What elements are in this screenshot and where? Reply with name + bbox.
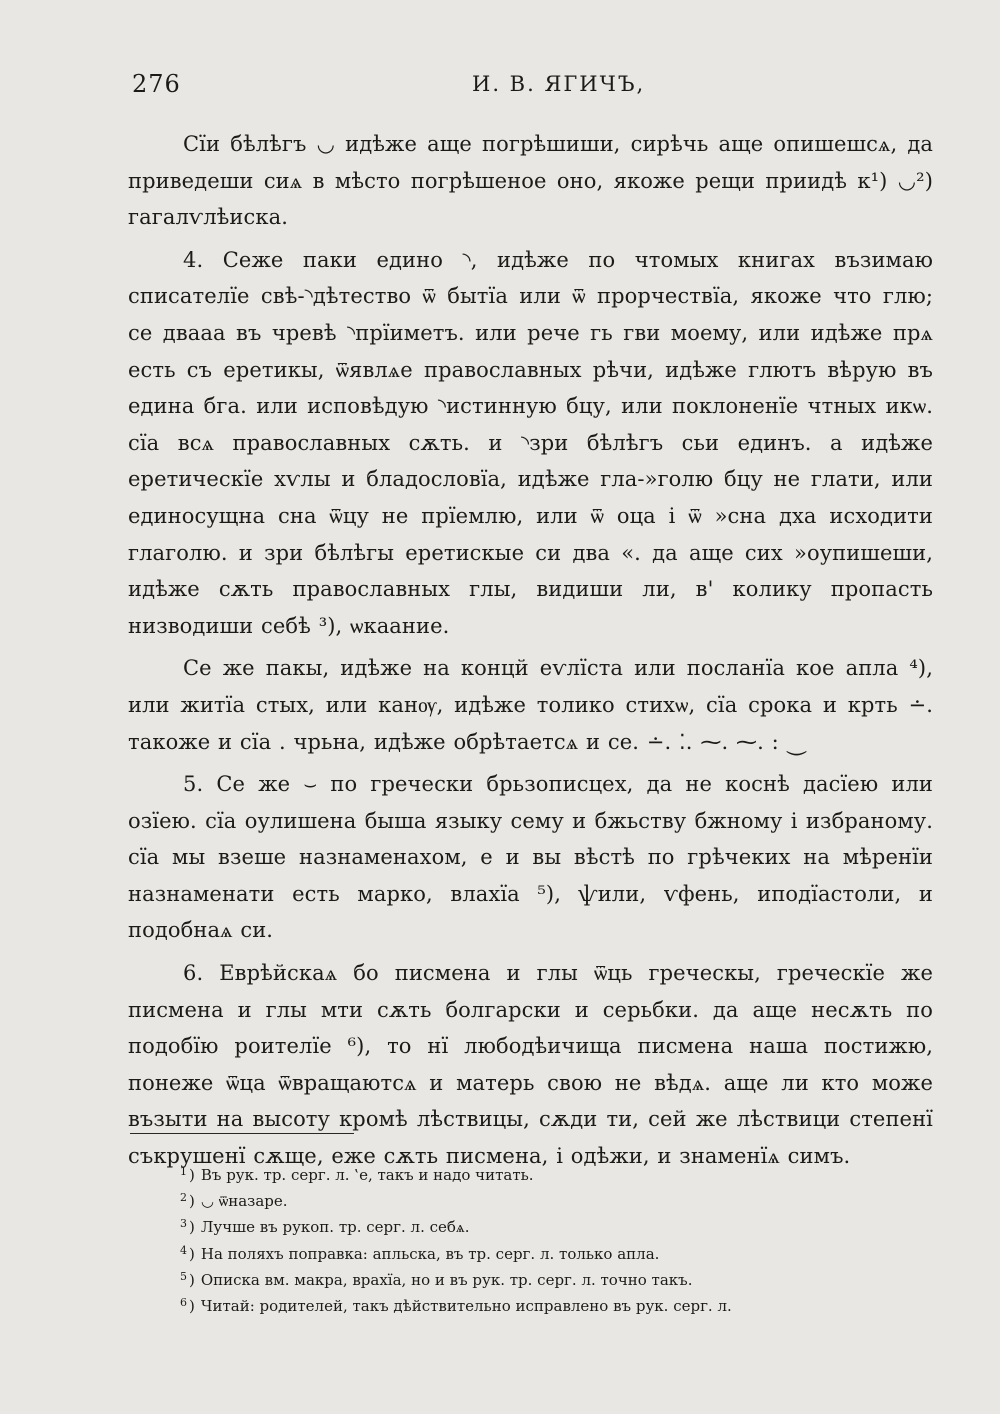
footnote <box>180 1268 900 1294</box>
paragraph-4: 5. Се же ⌣ по гречески брьзописцех, да не коснѣ дасїею или озїею. сїа оулишена быша языку сему и бжьству бжному і избраному. сїа мы взеше назнаменахом, е и вы вѣстѣ по грѣчеких на мѣренїи назнаменати есть марко, влахїа ⁵), ѱили, ѵфень, иподїастоли, и подобнаѧ си. <box>128 772 933 943</box>
footnote-text: Въ рук. тр. серг. л. ‛е, такъ и надо читать. <box>200 1166 534 1184</box>
footnote-marker: 5 <box>180 1269 187 1283</box>
paragraph-1: Сїи бѣлѣгъ ◡ идѣже аще погрѣшиши, сирѣчь аще опишешсѧ, да приведеши сиѧ в мѣсто погрѣшеное оно, якоже рещи приидѣ к¹) ◡²) гагалѵлѣиска. <box>128 132 933 230</box>
footnote <box>180 1163 900 1189</box>
footnote-marker: 2 <box>180 1191 187 1205</box>
footnote-text: На поляхъ поправка: апльска, въ тр. серг. л. только апла. <box>200 1244 660 1263</box>
paragraph-3: Се же пакы, идѣже на концй еѵлїста или посланїа кое апла ⁴), или житїа стых, или канѹ, идѣже толико стихѡ, сїа срока и крть ∸. такоже и сїа . чрьна, идѣже обрѣтаетсѧ и се. ∸. ⁚. ⁓. ⁓. : ⏝ <box>128 656 933 754</box>
footnotes <box>180 1163 900 1320</box>
footnote <box>180 1189 900 1215</box>
paragraph-5: 6. Еврѣйскаѧ бо писмена и глы ѿць греческы, греческїе же писмена и глы мти сѫть болгарски и серьбки. да аще несѫть по подобїю роителїе ⁶), то нї любодѣичища писмена наша постижю, понеже ѿца ѿвращаютсѧ и матерь свою не вѣдѧ. аще ли кто може възыти на высоту кромѣ лѣствицы, сѫди ти, сей же лѣствици степенї съкрушенї сѫще, еже сѫть писмена, і одѣжи, и знаменїѧ симъ. <box>128 961 933 1169</box>
footnote <box>180 1215 900 1241</box>
footnote-paren: ) <box>189 1297 195 1316</box>
footnote-text: Описка вм. макра, врахїа, но и въ рук. тр. серг. л. точно такъ. <box>200 1270 693 1289</box>
footnote-paren: ) <box>189 1192 195 1211</box>
footnote-paren: ) <box>189 1270 195 1289</box>
footnote-separator <box>130 1133 354 1134</box>
page-number: 276 <box>132 70 181 98</box>
footnote-paren: ) <box>189 1244 195 1263</box>
footnote-marker: 1 <box>180 1165 187 1178</box>
paragraph-2: 4. Сеже паки едино ◝, идѣже по чтомых книгах възимаю списателїе свѣ-◝дѣтество ѿ бытїа или ѿ прорчествїа, якоже что глю; се двааа въ чревѣ ◝прїиметъ. или рече гь гви моему, или идѣже прѧ есть съ еретикы, ѿявлѧе православных рѣчи, идѣже глютъ вѣрую въ едина бга. или исповѣдую ◝истинную бцу, или поклоненїе чтных икѡ. сїа всѧ православных сѫть. и ◝зри бѣлѣгъ сьи единъ. а идѣже еретическїе хѵлы и бладословїа, идѣже гла-»голю бцу не глати, или единосущна сна ѿцу не прїемлю, или ѿ оца і ѿ »сна дха исходити глаголю. и зри бѣлѣгы еретискые си два «. да аще сих »оупишеши, идѣже сѫть православных глы, видиши ли, в' колику пропасть низводиши себѣ ³), ѡкаание. <box>128 247 933 638</box>
footnote <box>180 1294 900 1320</box>
footnote-marker: 4 <box>180 1243 187 1257</box>
footnote-text: Лучше въ рукоп. тр. серг. л. себѧ. <box>200 1218 470 1237</box>
footnote-paren: ) <box>189 1166 195 1184</box>
main-text <box>128 126 933 1181</box>
footnote-marker: 6 <box>180 1296 187 1310</box>
footnote-text: ◡ ѿназаре. <box>200 1192 288 1211</box>
running-head: И. В. ЯГИЧЪ, <box>472 72 646 96</box>
page-header <box>132 70 932 110</box>
footnote-text: Читай: родителей, такъ дѣйствительно исправлено въ рук. серг. л. <box>200 1297 732 1316</box>
footnote-marker: 3 <box>180 1217 187 1231</box>
footnote <box>180 1242 900 1268</box>
footnote-paren: ) <box>189 1218 195 1237</box>
